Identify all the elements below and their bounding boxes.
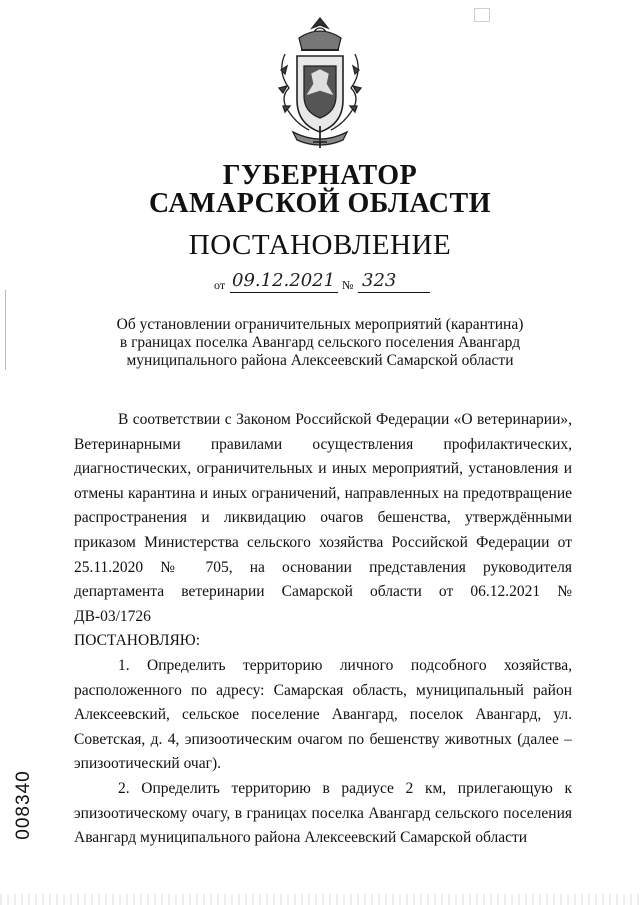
scan-edge-mark [5,290,6,370]
date-from-label: от [214,278,226,292]
preamble-paragraph: В соответствии с Законом Российской Федерации «О ветеринарии», Ветеринарными правилами осуществления профилактических, диагностических, ограничительных и иных мероприятий, установления и отмены карантина и иных ограничений, направленных на предотвращение распространения и ликвидацию очагов бешенства, утверждёнными приказом Министерства сельского хозяйства Российской Федерации от 25.11.2020 № 705, на основании представления руководителя департамента ветеринарии Самарской области от 06.12.2021 № ДВ-03/1726 [74,411,572,625]
number-label: № [342,278,354,292]
scan-bottom-edge [0,894,640,905]
subject-line: Об установлении ограничительных мероприятий (карантина) [116,316,524,333]
item-2-paragraph: 2. Определить территорию в радиусе 2 км, прилегающую к эпизоотическому очагу, в границах поселка Авангард сельского поселения Авангард муниципального района Алексеевский Самарской области [74,779,572,847]
handwritten-date: 09.12.2021 [232,270,336,291]
registration-number-stamp [12,765,36,845]
samara-region-coat-of-arms-icon [271,14,369,156]
date-number-line [210,272,440,294]
title-line-region: САМАРСКОЙ ОБЛАСТИ [149,188,491,219]
subject-line: в границах поселка Авангард сельского поселения Авангард [119,334,521,351]
decree-word: ПОСТАНОВЛЯЮ: [74,632,201,650]
document-body [74,408,572,851]
item-1-paragraph: 1. Определить территорию личного подсобного хозяйства, расположенного по адресу: Самарская область, муниципальный район Алексеевский, сельское поселение Авангард, поселок Авангард, ул. Советская, д. 4, эпизоотическим очагом по бешенству животных (далее – эпизоотический очаг). [74,656,572,773]
subject-line: муниципального района Алексеевский Самарской области [126,352,514,369]
registration-number: 008340 [13,770,34,840]
title-line-governor: ГУБЕРНАТОР [222,160,418,191]
number-underline [358,292,430,293]
document-subject [90,316,550,370]
handwritten-number: 323 [362,270,397,291]
document-type: ПОСТАНОВЛЕНИЕ [188,229,452,261]
date-underline [230,292,338,293]
scan-edge-mark [474,8,490,22]
